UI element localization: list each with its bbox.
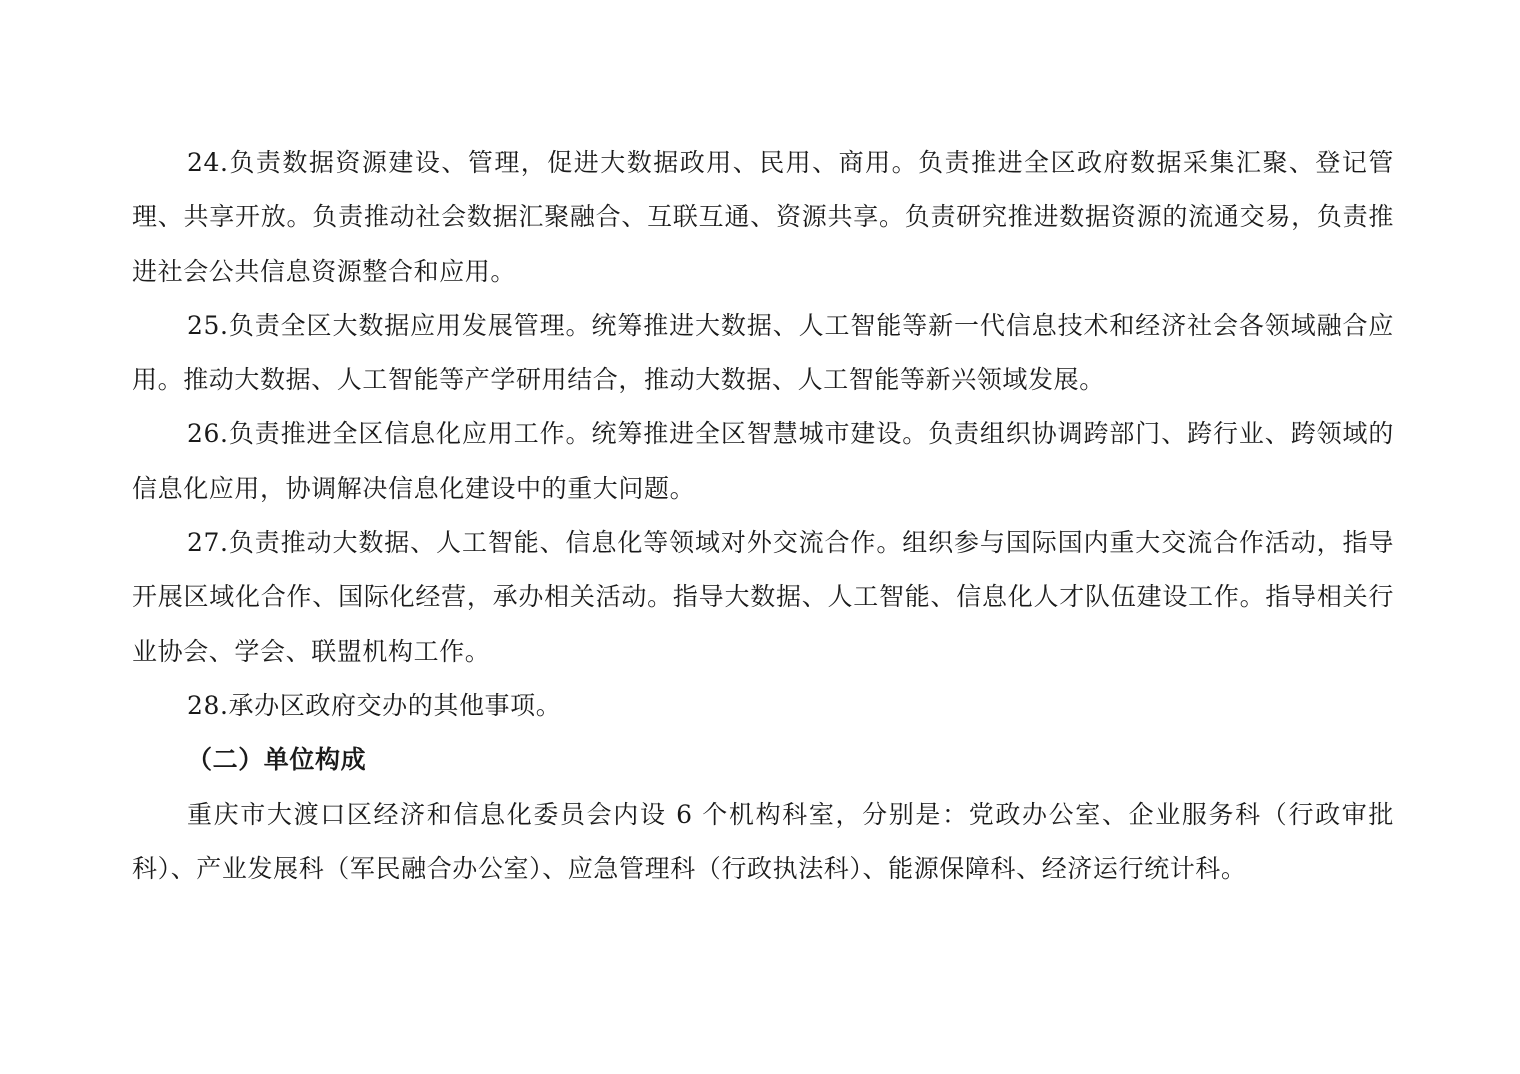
document-body: [132, 136, 1394, 896]
paragraph-item-26: 26.负责推进全区信息化应用工作。统筹推进全区智慧城市建设。负责组织协调跨部门、跨行业、跨领域的信息化应用，协调解决信息化建设中的重大问题。: [132, 419, 1394, 503]
unit-composition-paragraph: 重庆市大渡口区经济和信息化委员会内设 6 个机构科室，分别是：党政办公室、企业服务科（行政审批科）、产业发展科（军民融合办公室）、应急管理科（行政执法科）、能源保障科、经济运行统计科。: [132, 799, 1394, 883]
paragraph-item-24: 24.负责数据资源建设、管理，促进大数据政用、民用、商用。负责推进全区政府数据采集汇聚、登记管理、共享开放。负责推动社会数据汇聚融合、互联互通、资源共享。负责研究推进数据资源的流通交易，负责推进社会公共信息资源整合和应用。: [132, 148, 1394, 286]
section-heading: （二）单位构成: [187, 745, 367, 775]
paragraph-item-28: 28.承办区政府交办的其他事项。: [187, 690, 562, 720]
paragraph-item-25: 25.负责全区大数据应用发展管理。统筹推进大数据、人工智能等新一代信息技术和经济社会各领域融合应用。推动大数据、人工智能等产学研用结合，推动大数据、人工智能等新兴领域发展。: [132, 310, 1394, 395]
paragraph-item-27: 27.负责推动大数据、人工智能、信息化等领域对外交流合作。组织参与国际国内重大交流合作活动，指导开展区域化合作、国际化经营，承办相关活动。指导大数据、人工智能、信息化人才队伍建设工作。指导相关行业协会、学会、联盟机构工作。: [132, 528, 1394, 666]
